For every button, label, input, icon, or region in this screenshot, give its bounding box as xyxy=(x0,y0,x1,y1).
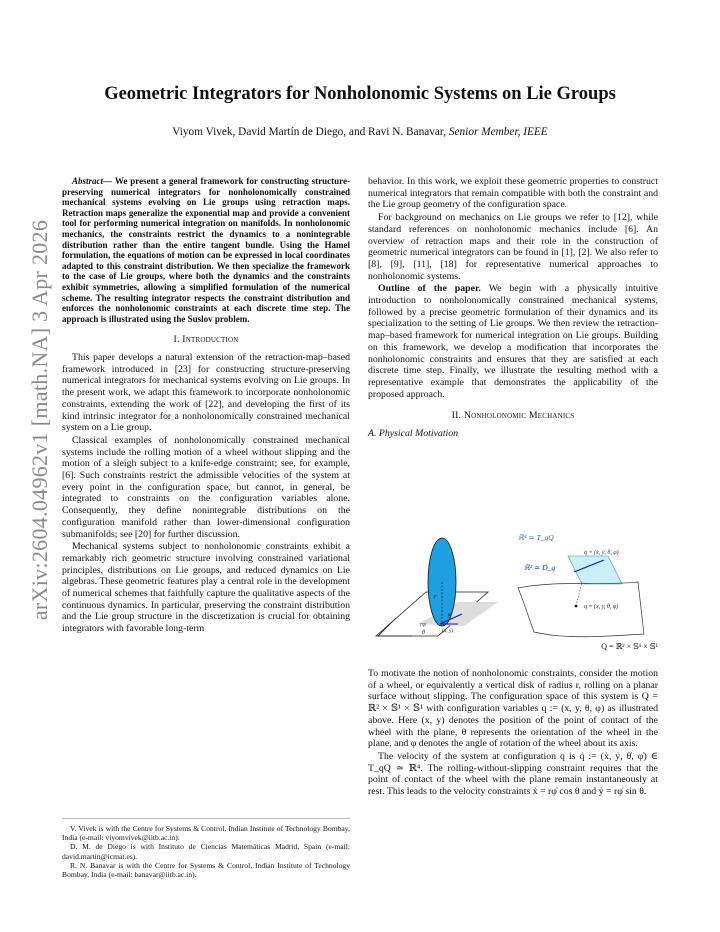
outline-label: Outline of the paper. xyxy=(378,283,481,295)
background-paragraph: For background on mechanics on Lie groups we refer to [12], while standard references on nonholonomic mechanics include [6]. An overview of retraction maps and their role in the construction of geometric numerical integrators can be found in [1], [2]. We also refer to [8], [9], [11], [18] for representative numerical approaches to nonholonomic systems. xyxy=(368,212,658,282)
outline-paragraph xyxy=(368,283,658,400)
body-paragraph-continued: behavior. In this work, we exploit these geometric properties to construct numerical integrators that remain compatible with both the constraint and the Lie group geometry of the configuration space. xyxy=(368,176,658,211)
rolling-wheel-figure xyxy=(368,528,658,656)
configuration-space-label: Q = ℝ² × 𝕊¹ × 𝕊¹ xyxy=(601,642,658,651)
section-heading-introduction xyxy=(62,334,350,346)
intro-paragraph-3: Mechanical systems subject to nonholonomic constraints exhibit a remarkably rich geometric structure involving constrained variational principles, distributions on Lie groups, and reduced dynamics on Lie algebras. These geometric features play a central role in the development of numerical schemes that faithfully capture the qualitative aspects of the continuous dynamics. In particular, preserving the constraint distribution and the Lie group structure in the discretization is crucial for obtaining integrators with favorable long-term xyxy=(62,541,350,635)
label-contact: (x, y) xyxy=(442,628,454,634)
section-title: Introduction xyxy=(182,334,239,346)
abstract-label: Abstract— xyxy=(72,176,113,186)
motivation-paragraph-2: The velocity of the system at configuration q is q̇ := (ẋ, ẏ, θ̇, φ̇) ∈ T_qQ ≃ ℝ⁴. The rolling-without-slipping constraint requires that the point of contact of the wheel with the plane remain instantaneously at rest. This leads to the velocity constraints ẋ = rφ̇ cos θ and ẏ = rφ̇ sin θ. xyxy=(368,750,658,798)
footnotes xyxy=(62,824,350,879)
author-names: Viyom Vivek, David Martín de Diego, and Ravi N. Banavar, xyxy=(172,126,447,138)
intro-paragraph-1: This paper develops a natural extension of the retraction-map–based framework introduced in [23] for constructing structure-preserving numerical integrators for mechanical systems evolving on Lie groups. In the present work, we adapt this framework to incorporate nonholonomic constraints, extending the work of [22], and developing the first of its kind intrinsic integrator for a nonholonomically constrained mechanical system on a Lie group. xyxy=(62,352,350,434)
outline-text: We begin with a physically intuitive introduction to nonholonomically constrained mechanical systems, followed by a precise geometric formulation of their dynamics and its specialization to the setting of Lie groups. We then review the retraction-map–based framework for numerical integration on Lie groups. Building on this framework, we develop a modification that incorporates the nonholonomic constraints and ensures that they are satisfied at each discrete time step. Finally, we illustrate the resulting method with a representative example that demonstrates the applicability of the proposed approach. xyxy=(368,283,658,400)
label-dq: ℝ² ≃ D_q xyxy=(524,563,556,572)
subsection-heading: A. Physical Motivation xyxy=(368,428,459,440)
footnote-de-diego: D. M. de Diego is with Instituto de Ciencias Matemáticas Madrid, Spain (e-mail: david.martin@icmat.es). xyxy=(62,842,350,861)
right-column-bottom xyxy=(368,668,658,799)
label-theta: θ xyxy=(422,630,425,636)
abstract-text: We present a general framework for constructing structure-preserving numerical integrators for nonholonomically constrained mechanical systems evolving on Lie groups using retraction maps. Retraction maps generalize the exponential map and provide a convenient tool for performing numerical integration on manifolds. In nonholonomic mechanics, the constraints restrict the dynamics to a nonintegrable distribution rather than the entire tangent bundle. Using the Hamel formulation, the equations of motion can be expressed in local coordinates adapted to this constraint distribution. We then specialize the framework to the case of Lie groups, where both the dynamics and the constraints exhibit symmetries, allowing a simplified formulation of the numerical scheme. The resulting integrator respects the constraint distribution and enforces the nonholonomic constraints at each discrete time step. The approach is illustrated using the Suslov problem. xyxy=(62,176,351,324)
section-number: I. xyxy=(173,334,180,346)
section-number: II. xyxy=(451,410,462,422)
paper-title: Geometric Integrators for Nonholonomic Systems on Lie Groups xyxy=(104,84,616,104)
motivation-paragraph-1: To motivate the notion of nonholonomic constraints, consider the motion of a wheel, or equivalently a vertical disk of radius r, rolling on a planar surface without slipping. The configuration space of this system is Q = ℝ² × 𝕊¹ × 𝕊¹ with configuration variables q := (x, y, θ, φ) as illustrated above. Here (x, y) denotes the position of the point of contact of the wheel with the plane, θ represents the orientation of the wheel in the plane, and φ denotes the angle of rotation of the wheel about its axis. xyxy=(368,668,658,750)
left-column xyxy=(62,176,350,636)
label-rphidot: rφ̇ xyxy=(420,622,426,628)
y-axis-arrow xyxy=(378,618,396,636)
author-line xyxy=(60,126,660,138)
configuration-manifold xyxy=(518,582,644,637)
abstract xyxy=(62,176,350,324)
arxiv-id-text: arXiv:2604.04962v1 [math.NA] 3 Apr 2026 xyxy=(27,219,52,621)
arxiv-identifier xyxy=(16,140,64,700)
label-radius: r xyxy=(434,593,437,600)
intro-paragraph-2: Classical examples of nonholonomically constrained mechanical systems include the rolling motion of a wheel without slipping and the motion of a sleigh subject to a knife-edge constraint; see, for example, [6]. Such constraints restrict the admissible velocities of the system at every point in the configuration space, but cannot, in general, be integrated to constraints on the configuration variables alone. Consequently, they define nonintegrable distributions on the configuration manifold rather than lower-dimensional configuration submanifolds; see [20] for further discussion. xyxy=(62,434,350,540)
section-heading-nonholonomic xyxy=(368,410,658,422)
author-suffix: Senior Member, IEEE xyxy=(448,126,548,138)
footnote-rule xyxy=(62,818,350,819)
label-qdot: q̇ = (ẋ, ẏ, θ̇, φ̇) xyxy=(584,550,619,556)
label-phi: φ xyxy=(448,611,452,618)
label-q: q = (x, y, θ, φ) xyxy=(584,604,619,610)
right-column-top xyxy=(368,176,658,444)
tangent-plane xyxy=(568,556,622,584)
footnote-vivek: V. Vivek is with the Centre for Systems & Control, Indian Institute of Technology Bombay, India (e-mail: viyomvivek@iitb.ac.in). xyxy=(62,824,350,843)
footnote-banavar: R. N. Banavar is with the Centre for Systems & Control, Indian Institute of Technology Bombay, India (e-mail: banavar@iitb.ac.in). xyxy=(62,860,350,880)
label-tqq: ℝ⁴ ≃ T_qQ xyxy=(518,533,554,542)
section-title: Nonholonomic Mechanics xyxy=(463,410,575,422)
figure-svg xyxy=(368,528,658,656)
tangent-dashed-link xyxy=(576,582,582,606)
